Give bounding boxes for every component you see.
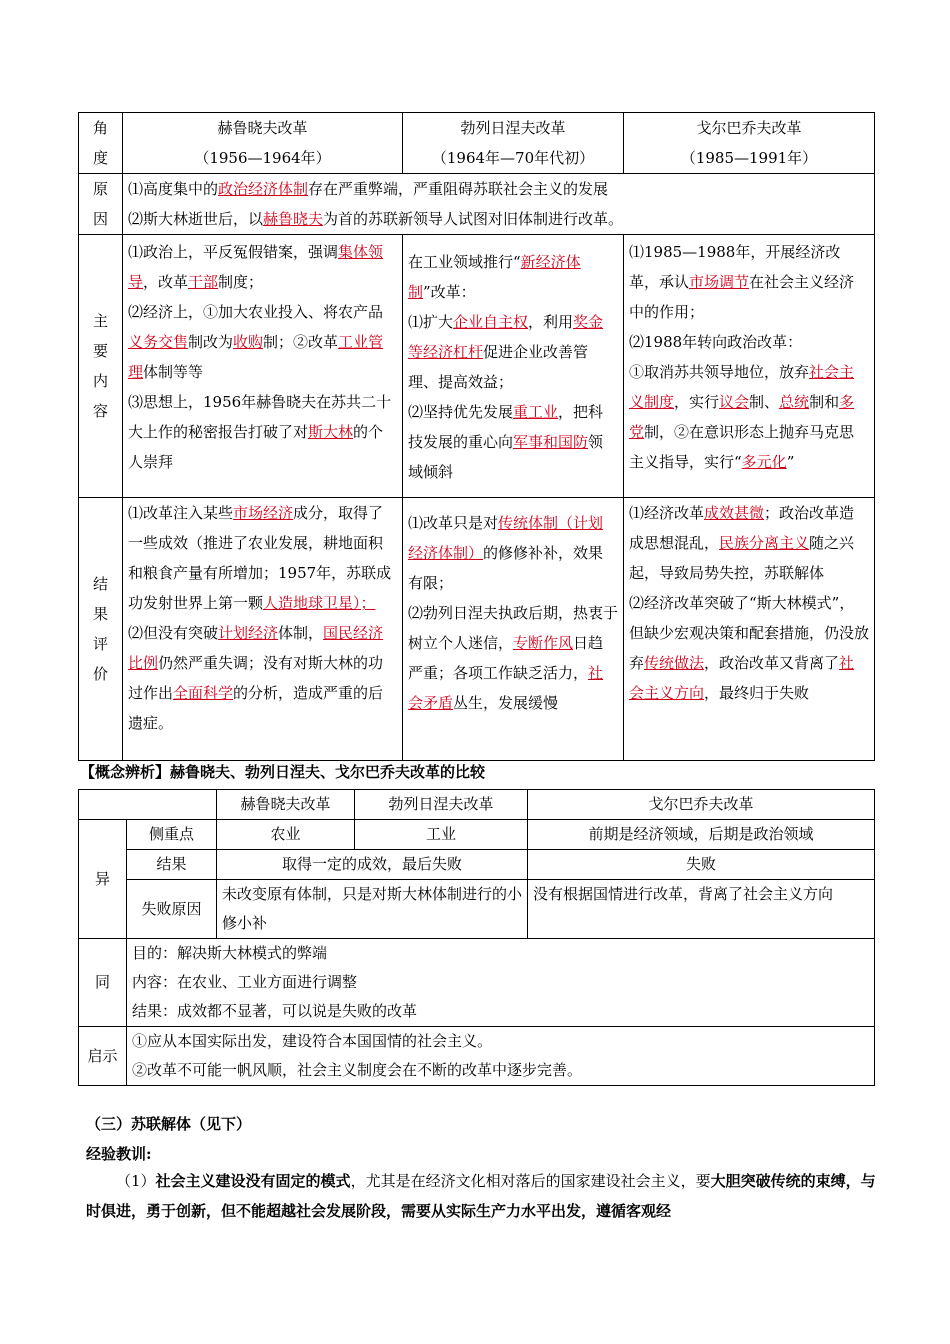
concept-comparison-table — [78, 789, 875, 1086]
same-cell: 目的：解决斯大林模式的弊端 内容：在农业、工业方面进行调整 结果：成效都不显著，可以说是失败的改革 — [127, 939, 875, 1027]
evaluation-khrushchev: ⑴改革注入某些市场经济成分，取得了一些成效（推进了农业发展，耕地面积和粮食产量有所增加；1957年，苏联成功发射世界上第一颗人造地球卫星）； ⑵但没有突破计划经济体制，国民经济比例仍然严重失调；没有对斯大林的功过作出全面科学的分析，造成严重的后遗症。 — [123, 498, 403, 761]
table-row-result — [79, 850, 875, 880]
lesson-paragraph: （1）社会主义建设没有固定的模式，尤其是在经济文化相对落后的国家建设社会主义，要大胆突破传统的束缚，与时俱进，勇于创新，但不能超越社会发展阶段，需要从实际生产力水平出发，遵循客观经 — [86, 1172, 876, 1220]
evaluation-label: 结果评价 — [79, 498, 123, 761]
result-khrushchev-brezhnev: 取得一定的成效，最后失败 — [217, 850, 528, 880]
result-label: 结果 — [127, 850, 217, 880]
failure-reason-khrushchev-brezhnev: 未改变原有体制，只是对斯大林体制进行的小修小补 — [217, 880, 528, 939]
content-label: 主要内容 — [79, 235, 123, 498]
inspiration-cell: ①应从本国实际出发，建设符合本国国情的社会主义。 ②改革不可能一帆风顺，社会主义制度会在不断的改革中逐步完善。 — [127, 1027, 875, 1086]
table-row-reason — [79, 174, 875, 235]
table-row-header — [79, 790, 875, 820]
failure-reason-label: 失败原因 — [127, 880, 217, 939]
table-row-content — [79, 235, 875, 498]
lessons-title: 经验教训: — [86, 1145, 152, 1163]
concept-title: 【概念辨析】赫鲁晓夫、勃列日涅夫、戈尔巴乔夫改革的比较 — [80, 763, 486, 781]
section-title: （三）苏联解体（见下） — [86, 1115, 252, 1133]
focus-gorbachev: 前期是经济领域，后期是政治领域 — [528, 820, 875, 850]
table-row-focus — [79, 820, 875, 850]
table-row-inspiration — [79, 1027, 875, 1086]
content-khrushchev: ⑴政治上，平反冤假错案，强调集体领导，改革干部制度； ⑵经济上，①加大农业投入、将农产品义务交售制改为收购制；②改革工业管理体制等等 ⑶思想上，1956年赫鲁晓夫在苏共二十大上作的秘密报告打破了对斯大林的个人崇拜 — [123, 235, 403, 498]
header-gorbachev: 戈尔巴乔夫改革 （1985—1991年） — [624, 113, 875, 174]
same-label: 同 — [79, 939, 127, 1027]
table-row-failure-reason — [79, 880, 875, 939]
reform-comparison-table — [78, 112, 875, 761]
header-brezhnev: 勃列日涅夫改革 （1964年—70年代初） — [403, 113, 624, 174]
focus-label: 侧重点 — [127, 820, 217, 850]
difference-label: 异 — [79, 820, 127, 939]
content-brezhnev: 在工业领域推行“新经济体制”改革： ⑴扩大企业自主权，利用奖金等经济杠杆促进企业改善管理、提高效益； ⑵坚持优先发展重工业，把科技发展的重心向军事和国防领域倾斜 — [403, 235, 624, 498]
header-brezhnev: 勃列日涅夫改革 — [355, 790, 528, 820]
table-row-header — [79, 113, 875, 174]
header-khrushchev: 赫鲁晓夫改革 （1956—1964年） — [123, 113, 403, 174]
failure-reason-gorbachev: 没有根据国情进行改革，背离了社会主义方向 — [528, 880, 875, 939]
content-gorbachev: ⑴1985—1988年，开展经济改革，承认市场调节在社会主义经济中的作用； ⑵1988年转向政治改革： ①取消苏共领导地位，放弃社会主义制度，实行议会制、总统制和多党制，②在意识形态上抛弃马克思主义指导，实行“多元化” — [624, 235, 875, 498]
reason-label: 原因 — [79, 174, 123, 235]
focus-brezhnev: 工业 — [355, 820, 528, 850]
table-row-same — [79, 939, 875, 1027]
result-gorbachev: 失败 — [528, 850, 875, 880]
table-row-evaluation — [79, 498, 875, 761]
focus-khrushchev: 农业 — [217, 820, 355, 850]
header-angle: 角度 — [79, 113, 123, 174]
evaluation-gorbachev: ⑴经济改革成效甚微；政治改革造成思想混乱，民族分离主义随之兴起，导致局势失控，苏联解体 ⑵经济改革突破了“斯大林模式”，但缺少宏观决策和配套措施，仍没放弃传统做法，政治改革又背离了社会主义方向，最终归于失败 — [624, 498, 875, 761]
evaluation-brezhnev: ⑴改革只是对传统体制（计划经济体制）的修修补补，效果有限； ⑵勃列日涅夫执政后期，热衷于树立个人迷信，专断作风日趋严重；各项工作缺乏活力，社会矛盾丛生，发展缓慢 — [403, 498, 624, 761]
header-khrushchev: 赫鲁晓夫改革 — [217, 790, 355, 820]
reason-cell: ⑴高度集中的政治经济体制存在严重弊端，严重阻碍苏联社会主义的发展 ⑵斯大林逝世后，以赫鲁晓夫为首的苏联新领导人试图对旧体制进行改革。 — [123, 174, 875, 235]
header-gorbachev: 戈尔巴乔夫改革 — [528, 790, 875, 820]
inspiration-label: 启示 — [79, 1027, 127, 1086]
